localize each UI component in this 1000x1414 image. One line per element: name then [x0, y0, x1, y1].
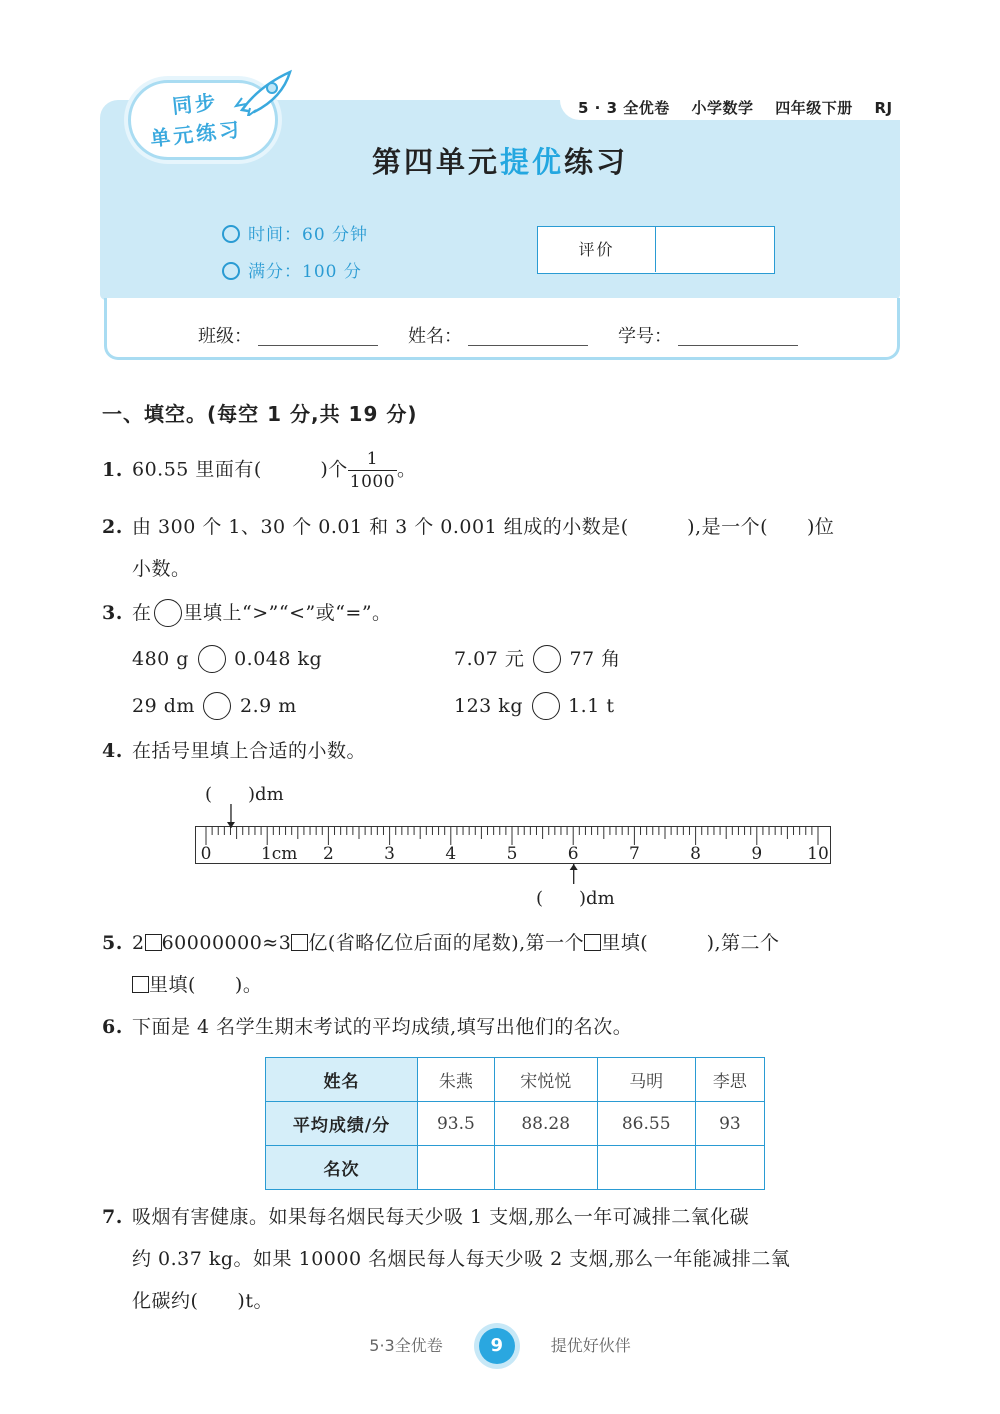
compare-right: 0.048 kg	[234, 648, 323, 670]
row-header: 姓名	[266, 1058, 418, 1102]
q7-line3: 化碳约( )t。	[132, 1290, 273, 1312]
time-text: 时间：60 分钟	[248, 225, 369, 245]
compare-left: 123 kg	[454, 695, 523, 717]
student-name: 宋悦悦	[494, 1058, 597, 1102]
row-header: 平均成绩/分	[266, 1102, 418, 1146]
ruler-label: 10	[807, 844, 829, 862]
ruler-label: 3	[384, 844, 396, 862]
student-name: 李思	[695, 1058, 764, 1102]
q5-text-b: 60000000≈3	[161, 932, 292, 954]
footer-left: 5·3全优卷	[369, 1336, 443, 1355]
blank-square[interactable]	[291, 934, 308, 951]
question-number: 1.	[102, 458, 123, 481]
table-row	[266, 1146, 765, 1190]
class-field	[198, 322, 378, 348]
average-score: 86.55	[597, 1102, 695, 1146]
q1-text: 60.55 里面有( )个	[132, 458, 348, 481]
q3-text-b: 里填上“>”“<”或“=”。	[183, 602, 392, 624]
ruler-label: 9	[751, 844, 763, 862]
evaluation-box	[537, 226, 775, 274]
question-number: 3.	[102, 602, 123, 624]
q2-line2: 小数。	[132, 558, 191, 580]
ruler-label: 4	[445, 844, 457, 862]
q4-text: 在括号里填上合适的小数。	[132, 740, 367, 762]
q1-text-end: 。	[397, 458, 417, 481]
square-symbol	[132, 976, 149, 993]
rank-cell[interactable]	[597, 1146, 695, 1190]
q3-text-a: 在	[132, 602, 152, 624]
q7-line2: 约 0.37 kg。如果 10000 名烟民每人每天少吸 2 支烟,那么一年能减排二氧	[132, 1248, 791, 1270]
class-label: 班级：	[198, 326, 252, 347]
row-header: 名次	[266, 1146, 418, 1190]
ruler-top-answer: ( )dm	[205, 784, 284, 805]
class-blank[interactable]	[258, 345, 378, 346]
ruler-label: 2	[322, 844, 334, 862]
id-blank[interactable]	[678, 345, 798, 346]
student-name: 朱燕	[418, 1058, 495, 1102]
question-6	[102, 1006, 632, 1048]
compare-right: 1.1 t	[568, 695, 615, 717]
rocket-icon	[232, 66, 296, 116]
q5-text-d: 里填( ),第二个	[601, 932, 780, 954]
q7-line1: 吸烟有害健康。如果每名烟民每天少吸 1 支烟,那么一年可减排二氧化碳	[132, 1206, 750, 1228]
question-5	[102, 922, 780, 964]
title-highlight: 提优	[499, 145, 564, 179]
section-title: 一、填空。(每空 1 分,共 19 分)	[102, 402, 418, 426]
table-row	[266, 1058, 765, 1102]
edition: RJ	[874, 99, 893, 117]
ruler-label: 8	[690, 844, 702, 862]
badge-line2: 单元练习	[149, 117, 244, 151]
question-number: 4.	[102, 740, 123, 762]
clock-icon	[222, 225, 240, 243]
badge-line1: 同步	[171, 89, 220, 119]
question-3	[102, 592, 392, 634]
name-label: 姓名：	[408, 326, 462, 347]
ruler-arrows	[0, 800, 1000, 890]
subject: 小学数学	[691, 99, 754, 117]
compare-left: 29 dm	[132, 695, 195, 717]
q5-text-a: 2	[132, 932, 145, 954]
compare-circle[interactable]	[532, 692, 560, 720]
compare-left: 7.07 元	[454, 648, 525, 670]
ruler-label: 6	[567, 844, 579, 862]
ruler-label: 0	[200, 844, 212, 862]
q5-line2	[132, 964, 262, 1006]
series-name: 5 · 3 全优卷	[578, 99, 670, 117]
question-number: 5.	[102, 932, 123, 954]
student-name: 马明	[597, 1058, 695, 1102]
ruler-label: 7	[628, 844, 640, 862]
evaluation-label: 评价	[538, 227, 656, 272]
time-info	[222, 220, 368, 245]
ruler-label: 1cm	[260, 844, 298, 862]
table-row	[266, 1102, 765, 1146]
average-score: 88.28	[494, 1102, 597, 1146]
compare-circle[interactable]	[203, 692, 231, 720]
rank-cell[interactable]	[695, 1146, 764, 1190]
bottom-arrow	[570, 864, 578, 884]
compare-circle[interactable]	[533, 645, 561, 673]
fraction-numerator: 1	[348, 448, 397, 471]
ruler-bottom-answer: ( )dm	[536, 888, 615, 909]
question-4	[102, 730, 366, 772]
compare-item	[454, 638, 621, 680]
question-number: 2.	[102, 516, 123, 538]
compare-left: 480 g	[132, 648, 189, 670]
q2-line1: 由 300 个 1、30 个 0.01 和 3 个 0.001 组成的小数是( ),是一个( )位	[132, 516, 835, 538]
footer	[0, 1328, 1000, 1364]
question-1	[102, 448, 417, 493]
series-info	[578, 97, 909, 118]
fraction-denominator: 1000	[349, 472, 396, 492]
check-circle-icon	[222, 262, 240, 280]
question-7	[102, 1196, 749, 1238]
score-text: 满分：100 分	[248, 262, 362, 282]
compare-item	[132, 685, 297, 727]
rank-cell[interactable]	[418, 1146, 495, 1190]
compare-circle[interactable]	[198, 645, 226, 673]
grade: 四年级下册	[775, 99, 853, 117]
compare-circle	[154, 599, 182, 627]
compare-right: 77 角	[569, 648, 621, 670]
id-field	[618, 322, 798, 348]
rank-cell[interactable]	[494, 1146, 597, 1190]
footer-right: 提优好伙伴	[550, 1336, 631, 1355]
page-number: 9	[479, 1328, 515, 1364]
question-number: 7.	[102, 1206, 123, 1228]
score-table	[265, 1057, 765, 1190]
square-symbol	[584, 934, 601, 951]
question-2	[102, 506, 834, 548]
id-label: 学号：	[618, 326, 672, 347]
page-title	[0, 140, 1000, 181]
question-number: 6.	[102, 1016, 123, 1038]
average-score: 93	[695, 1102, 764, 1146]
q6-text: 下面是 4 名学生期末考试的平均成绩,填写出他们的名次。	[132, 1016, 633, 1038]
compare-right: 2.9 m	[240, 695, 297, 717]
score-info	[222, 257, 362, 282]
ruler-label: 5	[506, 844, 518, 862]
average-score: 93.5	[418, 1102, 495, 1146]
top-arrow	[227, 804, 235, 828]
title-part2: 练习	[564, 145, 629, 179]
fraction	[348, 448, 397, 493]
name-field	[408, 322, 588, 348]
compare-item	[132, 638, 322, 680]
q5-text-e: 里填( )。	[149, 974, 263, 996]
compare-item	[454, 685, 614, 727]
title-part1: 第四单元	[371, 145, 500, 179]
name-blank[interactable]	[468, 345, 588, 346]
q5-text-c: 亿(省略亿位后面的尾数),第一个	[308, 932, 585, 954]
blank-square[interactable]	[145, 934, 162, 951]
